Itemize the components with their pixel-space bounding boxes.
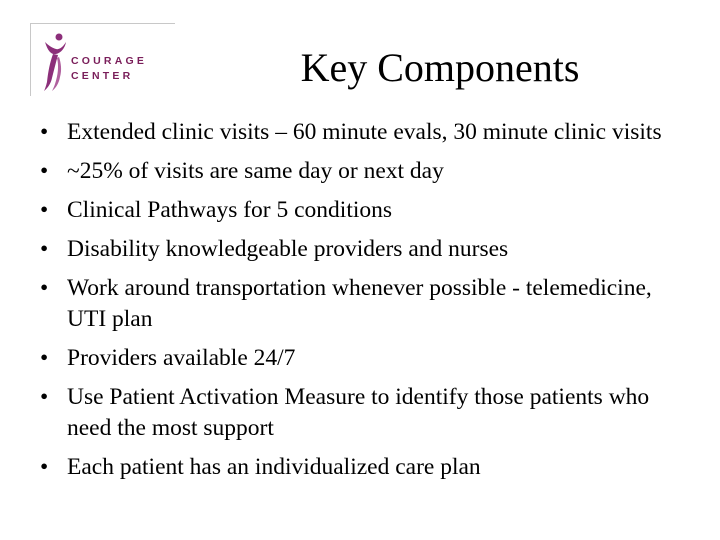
bullet-text: Disability knowledgeable providers and nurses <box>67 236 509 262</box>
bullet-item <box>40 452 680 483</box>
logo-line-2: CENTER <box>71 70 134 82</box>
bullet-marker: • <box>40 197 49 223</box>
bullet-item <box>40 382 680 444</box>
logo-wordmark <box>71 54 147 84</box>
courage-figure-icon <box>39 28 67 92</box>
bullet-text: Work around transportation whenever possible - telemedicine, UTI plan <box>67 275 652 332</box>
bullet-marker: • <box>40 454 49 480</box>
bullet-marker: • <box>40 345 49 371</box>
bullet-text: Providers available 24/7 <box>67 345 296 371</box>
bullet-marker: • <box>40 236 49 262</box>
bullet-text: ~25% of visits are same day or next day <box>67 158 444 184</box>
bullet-item <box>40 156 680 187</box>
bullet-marker: • <box>40 119 49 145</box>
slide-title: Key Components <box>300 45 580 90</box>
bullet-text: Use Patient Activation Measure to identify those patients who need the most support <box>67 384 650 441</box>
bullet-item <box>40 234 680 265</box>
logo-line-1: COURAGE <box>71 55 148 67</box>
bullet-marker: • <box>40 275 49 301</box>
bullet-text: Extended clinic visits – 60 minute evals, 30 minute clinic visits <box>67 119 662 145</box>
bullet-marker: • <box>40 158 49 184</box>
bullet-marker: • <box>40 384 49 410</box>
bullet-item <box>40 343 680 374</box>
bullet-item <box>40 195 680 226</box>
courage-center-logo <box>30 23 175 96</box>
bullet-text: Each patient has an individualized care plan <box>67 454 481 480</box>
bullet-item <box>40 273 680 335</box>
bullet-list <box>40 117 680 491</box>
bullet-item <box>40 117 680 148</box>
bullet-text: Clinical Pathways for 5 conditions <box>67 197 393 223</box>
